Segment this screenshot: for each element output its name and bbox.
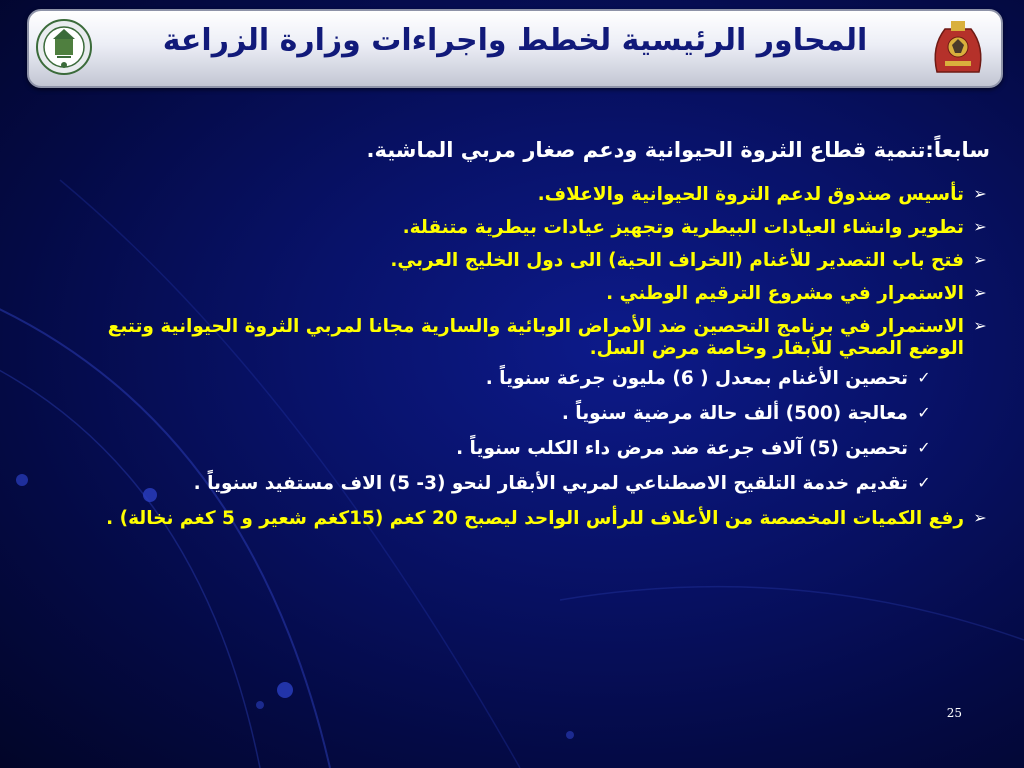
sub-bullet-text: تحصين الأغنام بمعدل ( 6) مليون جرعة سنوياً . [485,368,908,389]
bullet-text: رفع الكميات المخصصة من الأعلاف للرأس الواحد ليصبح 20 كغم (15كغم شعير و 5 كغم نخالة) . [106,508,964,529]
sub-bullet-text: تحصين (5) آلاف جرعة ضد مرض داء الكلب سنوياً . [456,438,908,459]
arrow-bullet-icon: ➢ [973,283,987,302]
section-heading: سابعاً:تنمية قطاع الثروة الحيوانية ودعم صغار مربي الماشية. [366,138,990,162]
sub-bullet-text: تقديم خدمة التلقيح الاصطناعي لمربي الأبقار لنحو (3- 5) الاف مستفيد سنوياً . [193,473,908,494]
bullet-item [50,250,990,272]
bullet-text: فتح باب التصدير للأغنام (الخراف الحية) الى دول الخليج العربي. [390,250,964,271]
coat-of-arms-icon [927,17,989,77]
arrow-bullet-icon: ➢ [973,316,987,335]
arrow-bullet-icon: ➢ [973,250,987,269]
page-number: 25 [946,706,962,720]
sub-bullet-item [50,403,964,425]
sub-bullet-item [50,473,964,495]
ministry-logo-icon [33,17,95,77]
sub-bullet-text: معالجة (500) ألف حالة مرضية سنوياً . [561,403,908,424]
slide-title: المحاور الرئيسية لخطط واجراءات وزارة الزراعة [162,23,868,58]
check-bullet-icon: ✓ [917,403,931,422]
bullet-text: الاستمرار في مشروع الترقيم الوطني . [606,283,964,304]
arrow-bullet-icon: ➢ [973,508,987,527]
bullet-item [50,283,990,305]
bullet-item [50,508,990,530]
sub-bullet-list [50,368,964,495]
bullet-item [50,217,990,239]
bullet-item [50,316,990,495]
arrow-bullet-icon: ➢ [973,217,987,236]
check-bullet-icon: ✓ [917,438,931,457]
sub-bullet-item [50,368,964,390]
bullet-text: تطوير وانشاء العيادات البيطرية وتجهيز عيادات بيطرية متنقلة. [402,217,964,238]
sub-bullet-item [50,438,964,460]
arrow-bullet-icon: ➢ [973,184,987,203]
check-bullet-icon: ✓ [917,473,931,492]
bullet-text: الاستمرار في برنامج التحصين ضد الأمراض الوبائية والسارية مجانا لمربي الثروة الحيوانية وتتبع الوضع الصحي للأبقار وخاصة مرض السل. [107,316,964,359]
slide-body [50,138,990,541]
bullet-list [50,184,990,530]
check-bullet-icon: ✓ [917,368,931,387]
bullet-item [50,184,990,206]
title-bar [27,9,1003,88]
bullet-text: تأسيس صندوق لدعم الثروة الحيوانية والاعلاف. [537,184,964,205]
